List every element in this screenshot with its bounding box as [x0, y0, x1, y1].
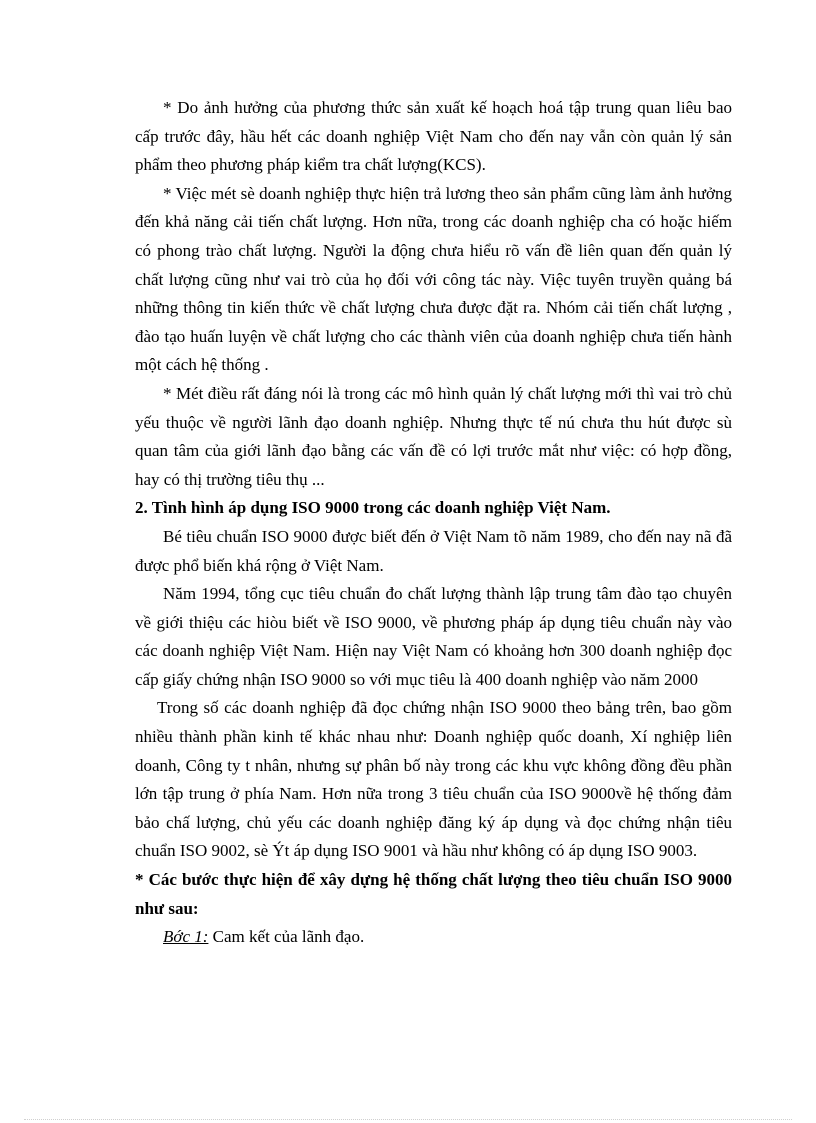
- page-bottom-divider: [24, 1119, 792, 1120]
- section-heading: 2. Tình hình áp dụng ISO 9000 trong các doanh nghiệp Việt Nam.: [135, 498, 611, 518]
- step-1: [135, 923, 732, 952]
- step-1-text: Cam kết của lãnh đạo.: [208, 927, 365, 947]
- paragraph-certified-enterprises: Trong số các doanh nghiệp đã đọc chứng nhận ISO 9000 theo bảng trên, bao gồm nhiều thành phần kinh tế khác nhau như: Doanh nghiệp quốc doanh, Xí nghiệp liên doanh, Công ty t nhân, nhưng sự phân bố này trong các khu vực không đồng đều phần lớn tập trung ở phía Nam. Hơn nữa trong 3 tiêu chuẩn của ISO 9000về hệ thống đảm bảo chấ lượng, chủ yếu các doanh nghiệp đăng ký áp dụng và đọc chứng nhận tiêu chuẩn ISO 9002, sè Ýt áp dụng ISO 9001 và hầu như không có áp dụng ISO 9003.: [135, 698, 732, 861]
- step-1-label: Bớc 1:: [163, 927, 209, 947]
- paragraph-wages: * Việc mét sè doanh nghiệp thực hiện trả lương theo sản phẩm cũng làm ảnh hưởng đến khả năng cải tiến chất lượng. Hơn nữa, trong các doanh nghiệp cha có hoặc hiếm có phong trào chất lượng. Người la động chưa hiểu rõ vấn đề liên quan đến quản lý chất lượng cũng như vai trò của họ đối với công tác này. Việc tuyên truyền quảng bá những thông tin kiến thức về chất lượng chưa được đặt ra. Nhóm cải tiến chất lượng , đào tạo huấn luyện về chất lượng cho các thành viên của doanh nghiệp chưa tiến hành một cách hệ thống .: [135, 183, 732, 375]
- paragraph-kcs: * Do ảnh hưởng của phương thức sản xuất kế hoạch hoá tập trung quan liêu bao cấp trước đây, hầu hết các doanh nghiệp Việt Nam cho đến nay vẫn còn quản lý sản phẩm theo phương pháp kiểm tra chất lượng(KCS).: [135, 98, 732, 175]
- paragraph-iso-history: Bé tiêu chuẩn ISO 9000 được biết đến ở Việt Nam tõ năm 1989, cho đến nay nã đã được phổ biến khá rộng ở Việt Nam.: [135, 526, 732, 575]
- document-page: [135, 94, 732, 952]
- steps-heading: * Các bước thực hiện để xây dựng hệ thống chất lượng theo tiêu chuẩn ISO 9000 như sau:: [135, 870, 732, 918]
- paragraph-training-center: Năm 1994, tổng cục tiêu chuẩn đo chất lượng thành lập trung tâm đào tạo chuyên về giới thiệu các hiòu biết về ISO 9000, về phương pháp áp dụng tiêu chuẩn này vào các doanh nghiệp Việt Nam. Hiện nay Việt Nam có khoảng hơn 300 doanh nghiệp đọc cấp giấy chứng nhận ISO 9000 so với mục tiêu là 400 doanh nghiệp vào năm 2000: [135, 584, 732, 689]
- paragraph-leadership: * Mét điều rất đáng nói là trong các mô hình quản lý chất lượng mới thì vai trò chủ yếu thuộc về người lãnh đạo doanh nghiệp. Nhưng thực tế nú chưa thu hút được sù quan tâm của giới lãnh đạo bằng các vấn đề có lợi trước mắt như việc: có hợp đồng, hay có thị trường tiêu thụ ...: [135, 383, 732, 489]
